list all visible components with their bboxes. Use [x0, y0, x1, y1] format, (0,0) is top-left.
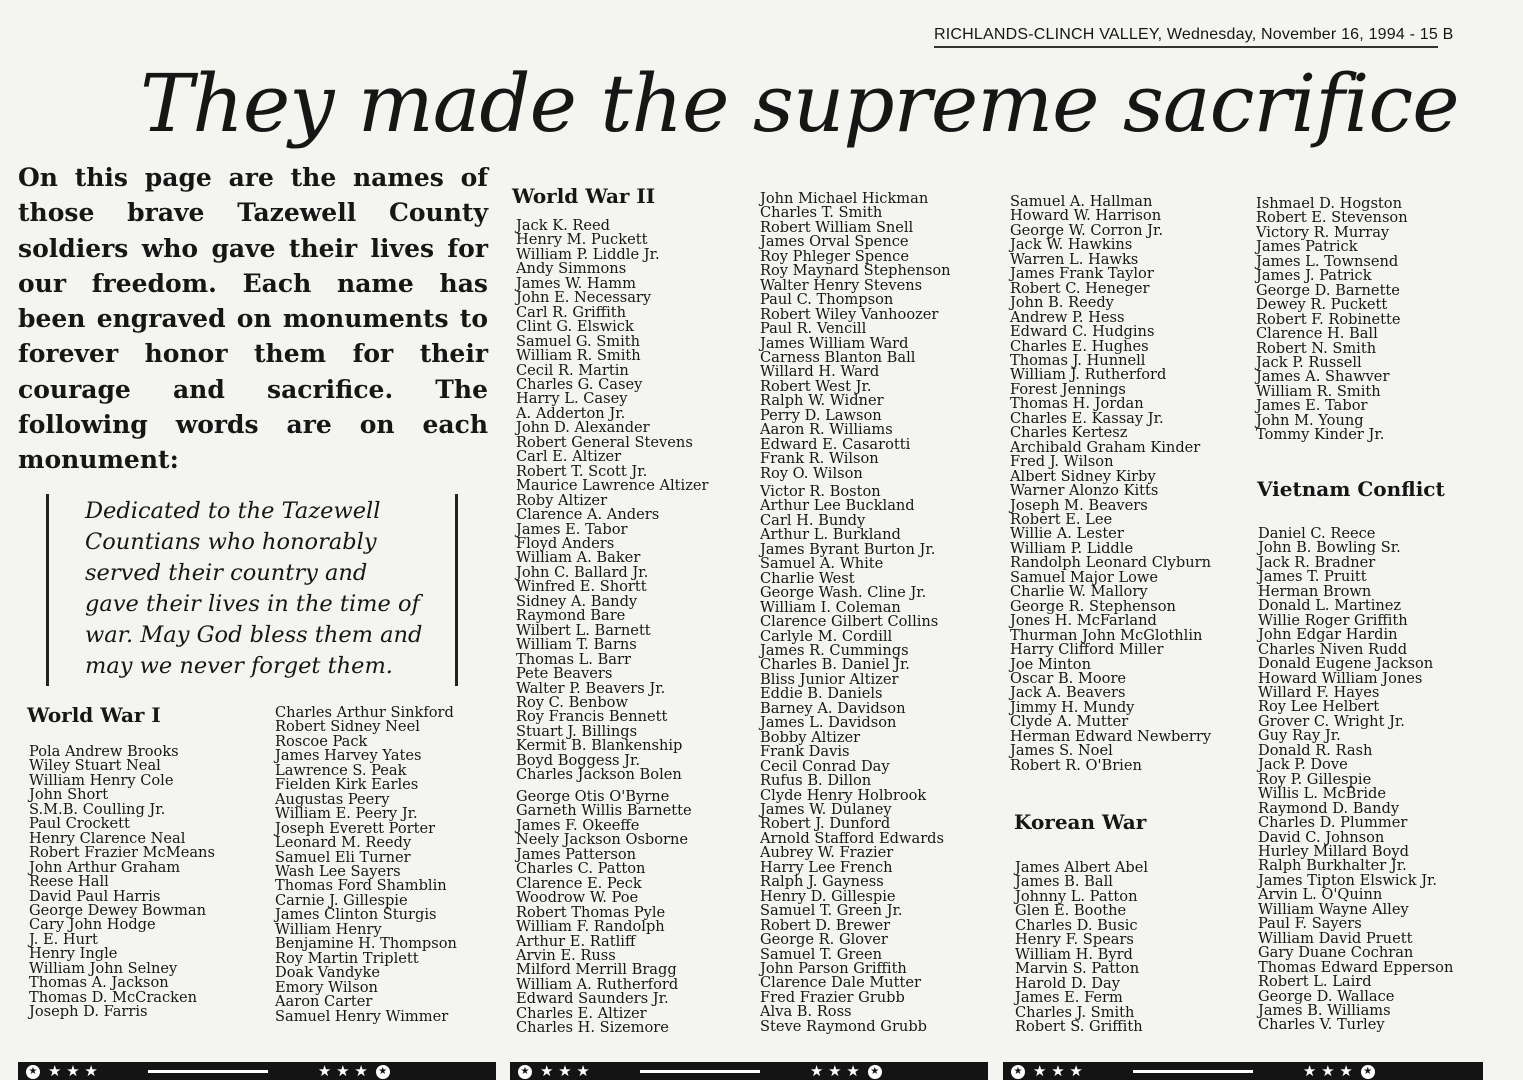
name-item: Charles H. Sizemore	[516, 1019, 669, 1037]
name-item: William E. Peery Jr.	[275, 805, 418, 823]
name-item: Roby Altizer	[516, 491, 608, 509]
name-item: Oscar B. Moore	[1010, 669, 1127, 687]
name-item: Milford Merrill Bragg	[516, 961, 677, 979]
name-item: John Michael Hickman	[760, 190, 929, 207]
name-item: Paul Crockett	[29, 815, 130, 833]
name-item: Willard H. Ward	[760, 363, 880, 381]
name-item: James Frank Taylor	[1010, 265, 1154, 283]
name-item: William Henry Cole	[29, 771, 174, 789]
name-item: William T. Barns	[516, 636, 637, 654]
name-item: Roy Maynard Stephenson	[760, 262, 951, 280]
name-item: James L. Townsend	[1256, 252, 1399, 270]
name-item: Edward C. Hudgins	[1010, 323, 1155, 341]
name-item: James Clinton Sturgis	[275, 906, 437, 924]
name-item: James Harvey Yates	[275, 747, 422, 765]
name-item: Pola Andrew Brooks	[29, 743, 179, 760]
name-item: James A. Shawver	[1256, 368, 1390, 386]
name-item: Thomas H. Jordan	[1010, 395, 1144, 413]
name-item: Kermit B. Blankenship	[516, 737, 683, 755]
name-item: Benjamine H. Thompson	[275, 935, 457, 953]
name-item: James F. Okeeffe	[516, 816, 640, 834]
name-item: Jack W. Hawkins	[1010, 236, 1133, 254]
name-item: Maurice Lawrence Altizer	[516, 477, 709, 495]
name-item: Fred Frazier Grubb	[760, 988, 905, 1006]
name-item: Charles T. Smith	[760, 204, 883, 222]
dateline: RICHLANDS-CLINCH VALLEY, Wednesday, November 16, 1994 - 15 B	[934, 26, 1438, 48]
name-item: Clarence Gilbert Collins	[760, 613, 939, 631]
name-item: Wiley Stuart Neal	[29, 757, 161, 775]
name-item: Carl H. Bundy	[760, 511, 866, 529]
vietnam-conflict-heading: Vietnam Conflict	[1257, 477, 1445, 501]
name-item: Doak Vandyke	[275, 964, 381, 982]
name-item: Frank R. Wilson	[760, 450, 879, 468]
name-item: Robert West Jr.	[760, 377, 872, 395]
name-item: George R. Stephenson	[1010, 597, 1176, 615]
name-item: James William Ward	[760, 334, 909, 352]
name-item: Arnold Stafford Edwards	[760, 829, 945, 847]
name-item: Roy Lee Helbert	[1258, 698, 1380, 716]
world-war-2-names-col-b1	[760, 192, 951, 481]
name-item: Walter P. Beavers Jr.	[516, 679, 666, 697]
name-item: Paul C. Thompson	[760, 291, 894, 309]
name-item: Marvin S. Patton	[1015, 960, 1140, 978]
name-item: Archibald Graham Kinder	[1010, 438, 1201, 456]
name-item: Winfred E. Shortt	[516, 578, 647, 596]
name-item: Howard W. Harrison	[1010, 207, 1162, 225]
name-item: Willis L. McBride	[1258, 785, 1386, 803]
name-item: Lawrence S. Peak	[275, 761, 407, 779]
name-item: Henry M. Puckett	[516, 231, 648, 249]
name-item: Forest Jennings	[1010, 380, 1126, 398]
name-item: Robert S. Griffith	[1015, 1017, 1143, 1035]
name-item: Thomas D. McCracken	[29, 988, 198, 1006]
name-item: Charles D. Plummer	[1258, 814, 1408, 832]
name-item: John Parson Griffith	[760, 959, 907, 977]
name-item: Cecil R. Martin	[516, 361, 629, 379]
name-item: Johnny L. Patton	[1015, 887, 1138, 905]
name-item: Roy C. Benbow	[516, 693, 628, 711]
world-war-1-heading: World War I	[27, 703, 161, 727]
name-item: Roy P. Gillespie	[1258, 770, 1372, 788]
name-item: Donald L. Martinez	[1258, 597, 1402, 615]
name-item: John Edgar Hardin	[1258, 626, 1398, 644]
name-item: Donald R. Rash	[1258, 741, 1373, 759]
name-item: William F. Randolph	[516, 918, 665, 936]
name-item: Andy Simmons	[516, 260, 627, 278]
name-item: Robert J. Dunford	[760, 815, 891, 833]
name-item: James Orval Spence	[760, 233, 909, 251]
name-item: Robert L. Laird	[1258, 973, 1372, 991]
emblem-icon: ★	[1011, 1065, 1025, 1079]
name-item: James B. Williams	[1258, 1001, 1391, 1019]
name-item: Samuel T. Green	[760, 945, 883, 963]
name-item: Joe Minton	[1010, 655, 1091, 673]
name-item: James B. Ball	[1015, 873, 1113, 891]
name-item: Willard F. Hayes	[1258, 683, 1380, 701]
name-item: Charlie W. Mallory	[1010, 583, 1148, 601]
name-item: William David Pruett	[1258, 929, 1413, 947]
name-item: Henry Clarence Neal	[29, 829, 186, 847]
name-item: Eddie B. Daniels	[760, 685, 883, 703]
name-item: Hurley Millard Boyd	[1258, 842, 1409, 860]
name-item: Herman Edward Newberry	[1010, 727, 1212, 745]
name-item: Robert E. Lee	[1010, 510, 1113, 528]
name-item: Joseph D. Farris	[29, 1003, 148, 1021]
emblem-icon: ★	[376, 1065, 390, 1079]
name-item: Thomas A. Jackson	[29, 974, 169, 992]
name-item: Aubrey W. Frazier	[760, 844, 894, 862]
name-item: Ishmael D. Hogston	[1256, 195, 1402, 212]
name-item: Roy Martin Triplett	[275, 949, 419, 967]
name-item: Dewey R. Puckett	[1256, 296, 1388, 314]
name-item: Robert Frazier McMeans	[29, 844, 215, 862]
name-item: William P. Liddle Jr.	[516, 245, 660, 263]
name-item: Roy O. Wilson	[760, 464, 863, 482]
name-item: James E. Ferm	[1015, 989, 1123, 1007]
name-item: Augustas Peery	[275, 790, 390, 808]
name-item: John B. Bowling Sr.	[1258, 539, 1401, 557]
name-item: Henry F. Spears	[1015, 931, 1134, 949]
name-item: Fielden Kirk Earles	[275, 776, 419, 794]
name-item: William J. Rutherford	[1010, 366, 1167, 384]
name-item: Pete Beavers	[516, 665, 613, 683]
name-item: Willie A. Lester	[1010, 525, 1124, 543]
star-icon: ★ ★ ★	[317, 1062, 368, 1080]
name-item: Charles E. Kassay Jr.	[1010, 409, 1164, 427]
name-item: Boyd Boggess Jr.	[516, 751, 641, 769]
korean-war-names	[1015, 861, 1148, 1034]
name-item: Thomas J. Hunnell	[1010, 351, 1146, 369]
intro-paragraph: On this page are the names of those brave Tazewell County soldiers who gave their lives for our freedom. Each name has been engraved on monuments to forever honor them for their courage and sacrifice. The following words are on each monument:	[18, 163, 488, 475]
name-item: Aaron R. Williams	[760, 421, 893, 439]
name-item: John M. Young	[1256, 411, 1364, 429]
name-item: Arthur E. Ratliff	[516, 932, 636, 950]
name-item: Leonard M. Reedy	[275, 834, 412, 852]
name-item: Roscoe Pack	[275, 732, 368, 750]
name-item: Charlie West	[760, 569, 855, 587]
korean-war-heading: Korean War	[1014, 810, 1147, 834]
name-item: Samuel Eli Turner	[275, 848, 411, 866]
name-item: Charles G. Casey	[516, 375, 643, 393]
name-item: John Short	[29, 786, 109, 804]
name-item: Aaron Carter	[275, 993, 373, 1011]
name-item: Bobby Altizer	[760, 728, 861, 746]
name-item: A. Adderton Jr.	[516, 404, 626, 422]
name-item: Samuel A. Hallman	[1010, 193, 1153, 210]
name-item: William A. Rutherford	[516, 975, 679, 993]
name-item: Edward Saunders Jr.	[516, 990, 669, 1008]
name-item: Paul R. Vencill	[760, 320, 867, 338]
name-item: Thomas L. Barr	[516, 650, 631, 668]
name-item: Clyde Henry Holbrook	[760, 786, 927, 804]
footer-banner-right	[1003, 1062, 1483, 1080]
name-item: Arthur L. Burkland	[760, 526, 901, 544]
name-item: Thomas Ford Shamblin	[275, 877, 447, 895]
name-item: Edward E. Casarotti	[760, 435, 911, 453]
name-item: Randolph Leonard Clyburn	[1010, 554, 1211, 572]
name-item: Joseph M. Beavers	[1010, 496, 1148, 514]
name-item: Woodrow W. Poe	[516, 889, 639, 907]
vietnam-conflict-names	[1258, 527, 1453, 1033]
name-item: S.M.B. Coulling Jr.	[29, 800, 166, 818]
name-item: Charles E. Hughes	[1010, 337, 1149, 355]
name-item: Sidney A. Bandy	[516, 592, 638, 610]
name-item: James Tipton Elswick Jr.	[1258, 871, 1438, 889]
name-item: Charles V. Turley	[1258, 1016, 1385, 1034]
emblem-icon: ★	[518, 1065, 532, 1079]
name-item: Robert C. Heneger	[1010, 279, 1150, 297]
name-item: John D. Alexander	[516, 419, 650, 437]
name-item: Reese Hall	[29, 873, 109, 891]
name-item: George Otis O'Byrne	[516, 788, 670, 805]
name-item: Arvin L. O'Quinn	[1258, 886, 1383, 904]
name-item: Gary Duane Cochran	[1258, 944, 1414, 962]
name-item: James W. Hamm	[516, 274, 636, 292]
emblem-icon: ★	[26, 1065, 40, 1079]
name-item: Ralph Burkhalter Jr.	[1258, 857, 1407, 875]
name-item: William John Selney	[29, 959, 178, 977]
divider	[148, 1070, 268, 1073]
emblem-icon: ★	[868, 1065, 882, 1079]
name-item: Clarence Dale Mutter	[760, 974, 922, 992]
name-item: Harry Clifford Miller	[1010, 641, 1164, 659]
name-item: Jack R. Bradner	[1258, 553, 1376, 571]
name-item: James Albert Abel	[1015, 859, 1149, 876]
name-item: William R. Smith	[516, 347, 641, 365]
name-item: Arvin E. Russ	[516, 946, 616, 964]
name-item: Jimmy H. Mundy	[1010, 698, 1135, 716]
name-item: Donald Eugene Jackson	[1258, 655, 1434, 673]
name-item: Cary John Hodge	[29, 916, 156, 934]
name-item: Samuel Henry Wimmer	[275, 1007, 449, 1025]
name-item: Wash Lee Sayers	[275, 862, 401, 880]
name-item: Jack P. Russell	[1256, 353, 1362, 371]
name-item: Robert E. Stevenson	[1256, 209, 1408, 227]
name-item: J. E. Hurt	[29, 930, 98, 948]
star-icon: ★ ★ ★	[1033, 1062, 1083, 1080]
name-item: Carl E. Altizer	[516, 448, 622, 466]
name-item: Bliss Junior Altizer	[760, 670, 899, 688]
name-item: Willie Roger Griffith	[1258, 611, 1408, 629]
name-item: Charles C. Patton	[516, 860, 646, 878]
name-item: Robert D. Brewer	[760, 916, 891, 934]
name-item: Jack P. Dove	[1258, 756, 1348, 774]
name-item: Daniel C. Reece	[1258, 525, 1376, 542]
name-item: Charles J. Smith	[1015, 1003, 1135, 1021]
name-item: Robert F. Robinette	[1256, 310, 1401, 328]
name-item: Howard William Jones	[1258, 669, 1423, 687]
name-item: George Wash. Cline Jr.	[760, 584, 927, 602]
name-item: Carness Blanton Ball	[760, 348, 916, 366]
name-item: Carlyle M. Cordill	[760, 627, 893, 645]
name-item: Andrew P. Hess	[1010, 308, 1125, 326]
name-item: William A. Baker	[516, 549, 641, 567]
world-war-2-names-col-a1	[516, 219, 709, 783]
name-item: Jones H. McFarland	[1010, 612, 1157, 630]
name-item: Victor R. Boston	[760, 483, 881, 500]
name-item: Alva B. Ross	[760, 1003, 852, 1021]
name-item: George Dewey Bowman	[29, 901, 206, 919]
name-item: Warner Alonzo Kitts	[1010, 482, 1159, 500]
name-item: William I. Coleman	[760, 598, 901, 616]
name-item: Warren L. Hawks	[1010, 250, 1139, 268]
name-item: Walter Henry Stevens	[760, 276, 923, 294]
name-item: Guy Ray Jr.	[1258, 727, 1341, 745]
name-item: Robert William Snell	[760, 218, 914, 236]
name-item: Clarence E. Peck	[516, 874, 642, 892]
name-item: Samuel Major Lowe	[1010, 568, 1159, 586]
name-item: Thomas Edward Epperson	[1258, 958, 1454, 976]
world-war-2-heading: World War II	[512, 184, 656, 208]
name-item: James Patterson	[516, 845, 637, 863]
name-item: Samuel T. Green Jr.	[760, 902, 903, 920]
name-item: Albert Sidney Kirby	[1010, 467, 1156, 485]
footer-banner-middle	[510, 1062, 988, 1080]
name-item: George W. Corron Jr.	[1010, 221, 1163, 239]
name-item: William H. Byrd	[1015, 945, 1133, 963]
name-item: Clyde A. Mutter	[1010, 713, 1129, 731]
name-item: Clarence H. Ball	[1256, 325, 1378, 343]
name-item: John B. Reedy	[1010, 294, 1114, 312]
name-item: Herman Brown	[1258, 582, 1372, 600]
divider	[1133, 1070, 1253, 1073]
name-item: Perry D. Lawson	[760, 406, 882, 424]
name-item: Robert Wiley Vanhoozer	[760, 305, 939, 323]
name-item: Victory R. Murray	[1256, 223, 1390, 241]
name-item: Clarence A. Anders	[516, 506, 660, 524]
name-item: Joseph Everett Porter	[275, 819, 436, 837]
name-item: Robert Sidney Neel	[275, 718, 420, 736]
name-item: Robert R. O'Brien	[1010, 756, 1142, 774]
name-item: Thurman John McGlothlin	[1010, 626, 1203, 644]
name-item: Raymond D. Bandy	[1258, 799, 1400, 817]
name-item: David Paul Harris	[29, 887, 161, 905]
name-item: Steve Raymond Grubb	[760, 1017, 928, 1035]
divider	[640, 1070, 760, 1073]
name-item: James Patrick	[1256, 238, 1358, 256]
name-item: George D. Barnette	[1256, 281, 1400, 299]
star-icon: ★ ★ ★	[809, 1062, 860, 1080]
name-item: Robert General Stevens	[516, 433, 693, 451]
name-item: Charles Arthur Sinkford	[275, 704, 454, 721]
name-item: Carl R. Griffith	[516, 303, 627, 321]
name-item: Floyd Anders	[516, 534, 615, 552]
name-item: James T. Pruitt	[1258, 568, 1367, 586]
name-item: John E. Necessary	[516, 289, 652, 307]
world-war-2-names-col-c	[1010, 195, 1211, 773]
footer-banner-left	[18, 1062, 496, 1080]
world-war-2-names-col-b2	[760, 485, 944, 1034]
world-war-2-names-col-a2	[516, 790, 692, 1036]
name-item: Carnie J. Gillespie	[275, 891, 408, 909]
star-icon: ★ ★ ★	[48, 1062, 98, 1080]
name-item: Barney A. Davidson	[760, 699, 906, 717]
name-item: David C. Johnson	[1258, 828, 1385, 846]
monument-dedication-quote: Dedicated to the Tazewell Countians who honorably served their country and gave their lives in the time of war. May God bless them and may we never forget them.	[46, 494, 458, 686]
world-war-1-names-col-a	[29, 745, 215, 1020]
name-item: George R. Glover	[760, 931, 888, 949]
name-item: Jack K. Reed	[516, 217, 610, 234]
name-item: Charles Niven Rudd	[1258, 640, 1408, 658]
name-item: Raymond Bare	[516, 607, 626, 625]
name-item: Jack A. Beavers	[1010, 684, 1126, 702]
name-item: James L. Davidson	[760, 714, 897, 732]
name-item: Paul F. Sayers	[1258, 915, 1362, 933]
name-item: Stuart J. Billings	[516, 722, 638, 740]
name-item: Frank Davis	[760, 743, 850, 761]
name-item: Charles B. Daniel Jr.	[760, 656, 910, 674]
name-item: Clint G. Elswick	[516, 318, 634, 336]
name-item: William R. Smith	[1256, 382, 1381, 400]
name-item: Glen E. Boothe	[1015, 902, 1127, 920]
name-item: Fred J. Wilson	[1010, 453, 1114, 471]
name-item: Henry D. Gillespie	[760, 887, 896, 905]
name-item: Samuel G. Smith	[516, 332, 641, 350]
name-item: Garneth Willis Barnette	[516, 802, 692, 820]
name-item: Charles D. Busic	[1015, 916, 1138, 934]
emblem-icon: ★	[1361, 1065, 1375, 1079]
world-war-2-names-col-d	[1256, 197, 1408, 443]
name-item: Charles E. Altizer	[516, 1004, 647, 1022]
name-item: James S. Noel	[1010, 742, 1113, 760]
name-item: Charles Kertesz	[1010, 424, 1128, 442]
name-item: Ralph W. Widner	[760, 392, 884, 410]
headline: They made the supreme sacrifice	[140, 57, 1459, 150]
name-item: Roy Phleger Spence	[760, 247, 909, 265]
name-item: James Byrant Burton Jr.	[760, 540, 936, 558]
star-icon: ★ ★ ★	[1302, 1062, 1353, 1080]
name-item: Charles Jackson Bolen	[516, 766, 682, 784]
name-item: Neely Jackson Osborne	[516, 831, 689, 849]
name-item: James R. Cummings	[760, 641, 909, 659]
name-item: Harry L. Casey	[516, 390, 628, 408]
name-item: James E. Tabor	[1256, 397, 1368, 415]
name-item: William Wayne Alley	[1258, 900, 1409, 918]
name-item: George D. Wallace	[1258, 987, 1395, 1005]
name-item: Robert T. Scott Jr.	[516, 462, 648, 480]
name-item: James W. Dulaney	[760, 800, 892, 818]
name-item: Henry Ingle	[29, 945, 118, 963]
name-item: Tommy Kinder Jr.	[1256, 426, 1385, 444]
name-item: Rufus B. Dillon	[760, 772, 872, 790]
name-item: Harry Lee French	[760, 858, 893, 876]
star-icon: ★ ★ ★	[540, 1062, 590, 1080]
name-item: Grover C. Wright Jr.	[1258, 712, 1405, 730]
name-item: Robert Thomas Pyle	[516, 903, 666, 921]
name-item: James E. Tabor	[516, 520, 628, 538]
name-item: John C. Ballard Jr.	[516, 563, 649, 581]
name-item: John Arthur Graham	[29, 858, 181, 876]
name-item: William P. Liddle	[1010, 539, 1134, 557]
name-item: Wilbert L. Barnett	[516, 621, 651, 639]
name-item: James J. Patrick	[1256, 267, 1372, 285]
name-item: William Henry	[275, 920, 382, 938]
name-item: Emory Wilson	[275, 978, 378, 996]
name-item: Ralph J. Gayness	[760, 873, 884, 891]
name-item: Harold D. Day	[1015, 974, 1120, 992]
name-item: Cecil Conrad Day	[760, 757, 890, 775]
name-item: Arthur Lee Buckland	[760, 497, 915, 515]
name-item: Robert N. Smith	[1256, 339, 1377, 357]
name-item: Samuel A. White	[760, 555, 884, 573]
world-war-1-names-col-b	[275, 706, 457, 1024]
name-item: Roy Francis Bennett	[516, 708, 668, 726]
